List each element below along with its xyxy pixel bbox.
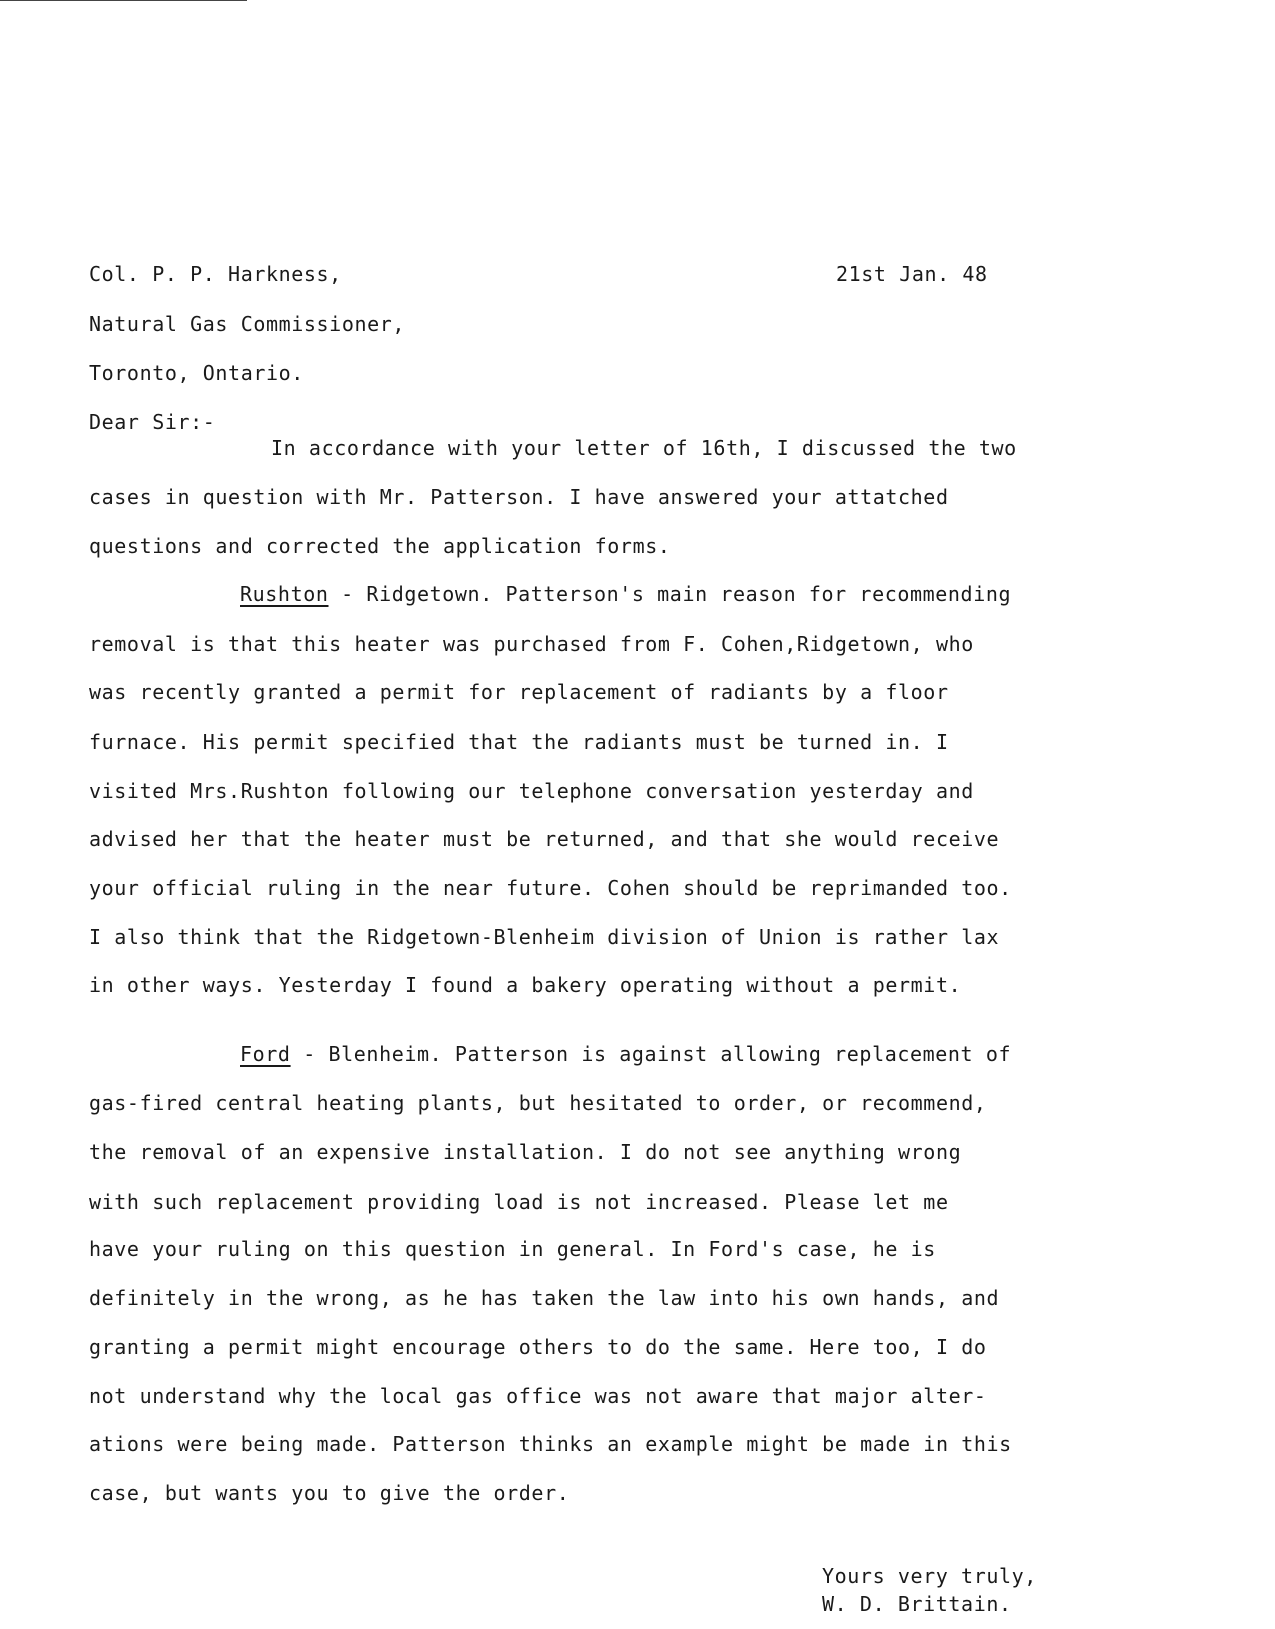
- paragraph2-first-line: [240, 582, 1011, 606]
- paragraph2-line: was recently granted a permit for replacement of radiants by a floor: [89, 680, 949, 704]
- paragraph3-line: definitely in the wrong, as he has taken the law into his own hands, and: [89, 1286, 1000, 1310]
- closing: Yours very truly,: [822, 1564, 1037, 1588]
- recipient-name: Col. P. P. Harkness,: [89, 262, 342, 286]
- paragraph2-line: removal is that this heater was purchased from F. Cohen,Ridgetown, who: [89, 632, 974, 656]
- paragraph3-line: ations were being made. Patterson thinks an example might be made in this: [89, 1432, 1012, 1456]
- paragraph2-line: advised her that the heater must be returned, and that she would receive: [89, 827, 1000, 851]
- signature: W. D. Brittain.: [822, 1592, 1012, 1616]
- paragraph2-line: I also think that the Ridgetown-Blenheim division of Union is rather lax: [89, 925, 1000, 949]
- paragraph3-line: the removal of an expensive installation. I do not see anything wrong: [89, 1140, 962, 1164]
- paragraph3-line: granting a permit might encourage others to do the same. Here too, I do: [89, 1335, 987, 1359]
- paragraph2-line: visited Mrs.Rushton following our telephone conversation yesterday and: [89, 779, 974, 803]
- paragraph1-line: In accordance with your letter of 16th, I discussed the two: [271, 436, 1017, 460]
- paragraph1-line: cases in question with Mr. Patterson. I have answered your attatched: [89, 485, 949, 509]
- paragraph3-first-line-text: - Blenheim. Patterson is against allowing replacement of: [290, 1042, 1012, 1066]
- paragraph1-line: questions and corrected the application forms.: [89, 534, 671, 558]
- salutation: Dear Sir:-: [89, 410, 216, 434]
- recipient-title: Natural Gas Commissioner,: [89, 312, 406, 336]
- recipient-city: Toronto, Ontario.: [89, 361, 304, 385]
- paragraph3-heading: Ford: [240, 1042, 291, 1066]
- top-rule: [0, 0, 247, 1]
- paragraph2-first-line-text: - Ridgetown. Patterson's main reason for recommending: [328, 582, 1012, 606]
- paragraph3-line: case, but wants you to give the order.: [89, 1481, 570, 1505]
- paragraph3-line: not understand why the local gas office was not aware that major alter-: [89, 1384, 987, 1408]
- paragraph2-heading: Rushton: [240, 582, 329, 606]
- letter-date: 21st Jan. 48: [836, 262, 988, 286]
- paragraph3-line: gas-fired central heating plants, but hesitated to order, or recommend,: [89, 1091, 987, 1115]
- paragraph2-line: furnace. His permit specified that the radiants must be turned in. I: [89, 730, 949, 754]
- paragraph3-line: have your ruling on this question in general. In Ford's case, he is: [89, 1237, 936, 1261]
- paragraph2-line: your official ruling in the near future. Cohen should be reprimanded too.: [89, 876, 1012, 900]
- paragraph2-line: in other ways. Yesterday I found a bakery operating without a permit.: [89, 973, 962, 997]
- paragraph3-line: with such replacement providing load is not increased. Please let me: [89, 1190, 949, 1214]
- paragraph3-first-line: [240, 1042, 1011, 1066]
